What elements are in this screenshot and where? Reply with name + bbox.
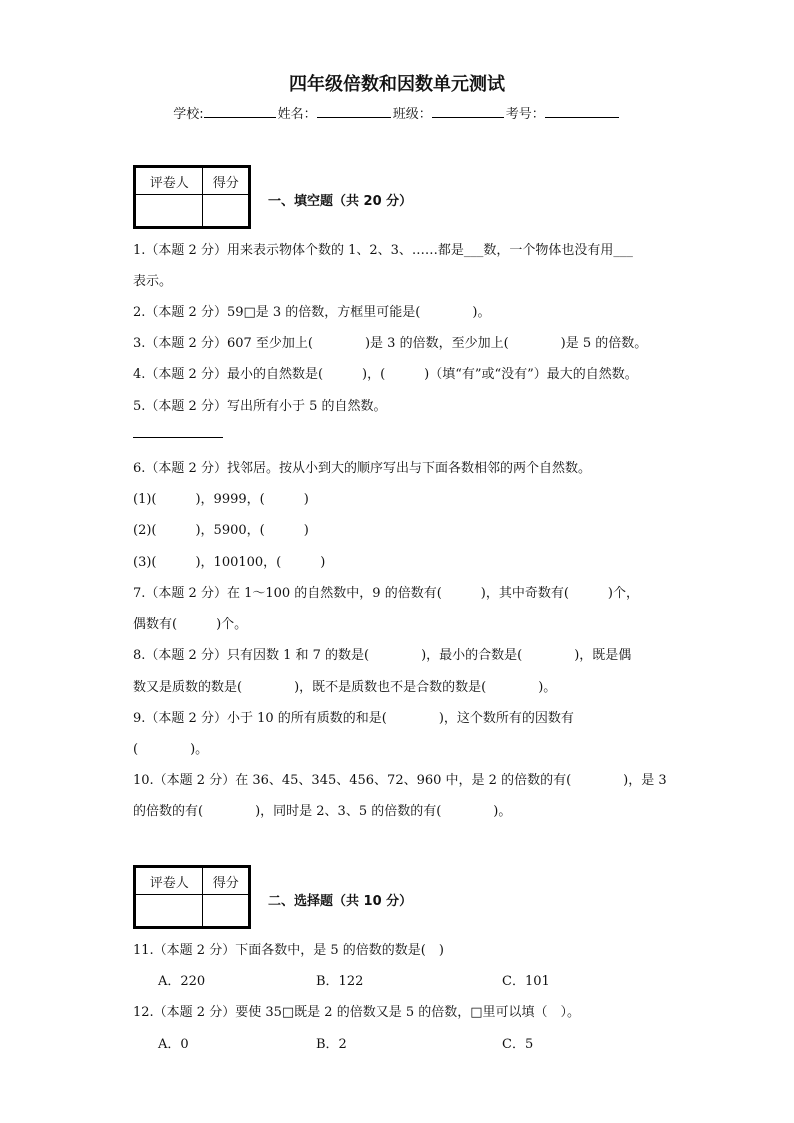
class-label: 班级： <box>392 107 432 122</box>
answer-line[interactable] <box>133 437 223 438</box>
score-cell[interactable] <box>203 895 249 927</box>
section2-heading: 二、选择题（共 10 分） <box>268 894 413 909</box>
score-box-section1 <box>133 165 251 229</box>
score-header: 得分 <box>203 868 249 895</box>
score-header: 得分 <box>203 168 249 195</box>
name-blank[interactable] <box>317 105 391 118</box>
id-blank[interactable] <box>545 105 619 118</box>
question-line: 1.（本题 2 分）用来表示物体个数的 1、2、3、……都是___数，一个物体也没有用___ <box>133 243 633 258</box>
q12-option-b[interactable]: B．2 <box>316 1037 347 1052</box>
question-line: 数又是质数的数是( )，既不是质数也不是合数的数是( )。 <box>133 680 557 695</box>
id-label: 考号： <box>505 107 545 122</box>
question-line: (3)( )，100100，( ) <box>133 555 326 570</box>
question-line: 的倍数的有( )，同时是 2、3、5 的倍数的有( )。 <box>133 804 512 819</box>
question-11: 11.（本题 2 分）下面各数中，是 5 的倍数的数是( ) <box>133 943 444 958</box>
question-line: 7.（本题 2 分）在 1～100 的自然数中，9 的倍数有( )，其中奇数有( )个， <box>133 586 639 601</box>
student-info-line <box>0 103 794 122</box>
question-line: ( )。 <box>133 742 209 757</box>
question-line: 6.（本题 2 分）找邻居。按从小到大的顺序写出与下面各数相邻的两个自然数。 <box>133 461 591 476</box>
question-line: (2)( )，5900，( ) <box>133 523 309 538</box>
name-label: 姓名： <box>277 107 317 122</box>
grader-cell[interactable] <box>136 195 203 227</box>
question-line: 5.（本题 2 分）写出所有小于 5 的自然数。 <box>133 399 387 414</box>
question-line: 偶数有( )个。 <box>133 617 248 632</box>
school-blank[interactable] <box>204 105 276 118</box>
school-label: 学校: <box>173 107 204 122</box>
q11-option-b[interactable]: B．122 <box>316 974 364 989</box>
question-line: 9.（本题 2 分）小于 10 的所有质数的和是( )，这个数所有的因数有 <box>133 711 574 726</box>
q11-option-c[interactable]: C．101 <box>502 974 550 989</box>
q12-option-a[interactable]: A．0 <box>158 1037 189 1052</box>
grader-cell[interactable] <box>136 895 203 927</box>
question-line: 10.（本题 2 分）在 36、45、345、456、72、960 中，是 2 的倍数的有( )，是 3 <box>133 773 667 788</box>
page-title: 四年级倍数和因数单元测试 <box>289 74 505 95</box>
grader-header: 评卷人 <box>136 868 203 895</box>
grader-header: 评卷人 <box>136 168 203 195</box>
question-12: 12.（本题 2 分）要使 35□既是 2 的倍数又是 5 的倍数，□里可以填（ ）。 <box>133 1005 581 1020</box>
section1-heading: 一、填空题（共 20 分） <box>268 194 413 209</box>
score-box-section2 <box>133 865 251 929</box>
q11-option-a[interactable]: A．220 <box>158 974 206 989</box>
question-line: 表示。 <box>133 274 173 289</box>
score-cell[interactable] <box>203 195 249 227</box>
question-line: 4.（本题 2 分）最小的自然数是( )，( )（填“有”或“没有”）最大的自然数。 <box>133 367 638 382</box>
question-line: 3.（本题 2 分）607 至少加上( )是 3 的倍数，至少加上( )是 5 的倍数。 <box>133 336 648 351</box>
question-line: 8.（本题 2 分）只有因数 1 和 7 的数是( )，最小的合数是( )，既是偶 <box>133 648 632 663</box>
q12-option-c[interactable]: C．5 <box>502 1037 534 1052</box>
question-line: (1)( )，9999，( ) <box>133 492 309 507</box>
class-blank[interactable] <box>432 105 504 118</box>
question-line: 2.（本题 2 分）59□是 3 的倍数，方框里可能是( )。 <box>133 305 491 320</box>
